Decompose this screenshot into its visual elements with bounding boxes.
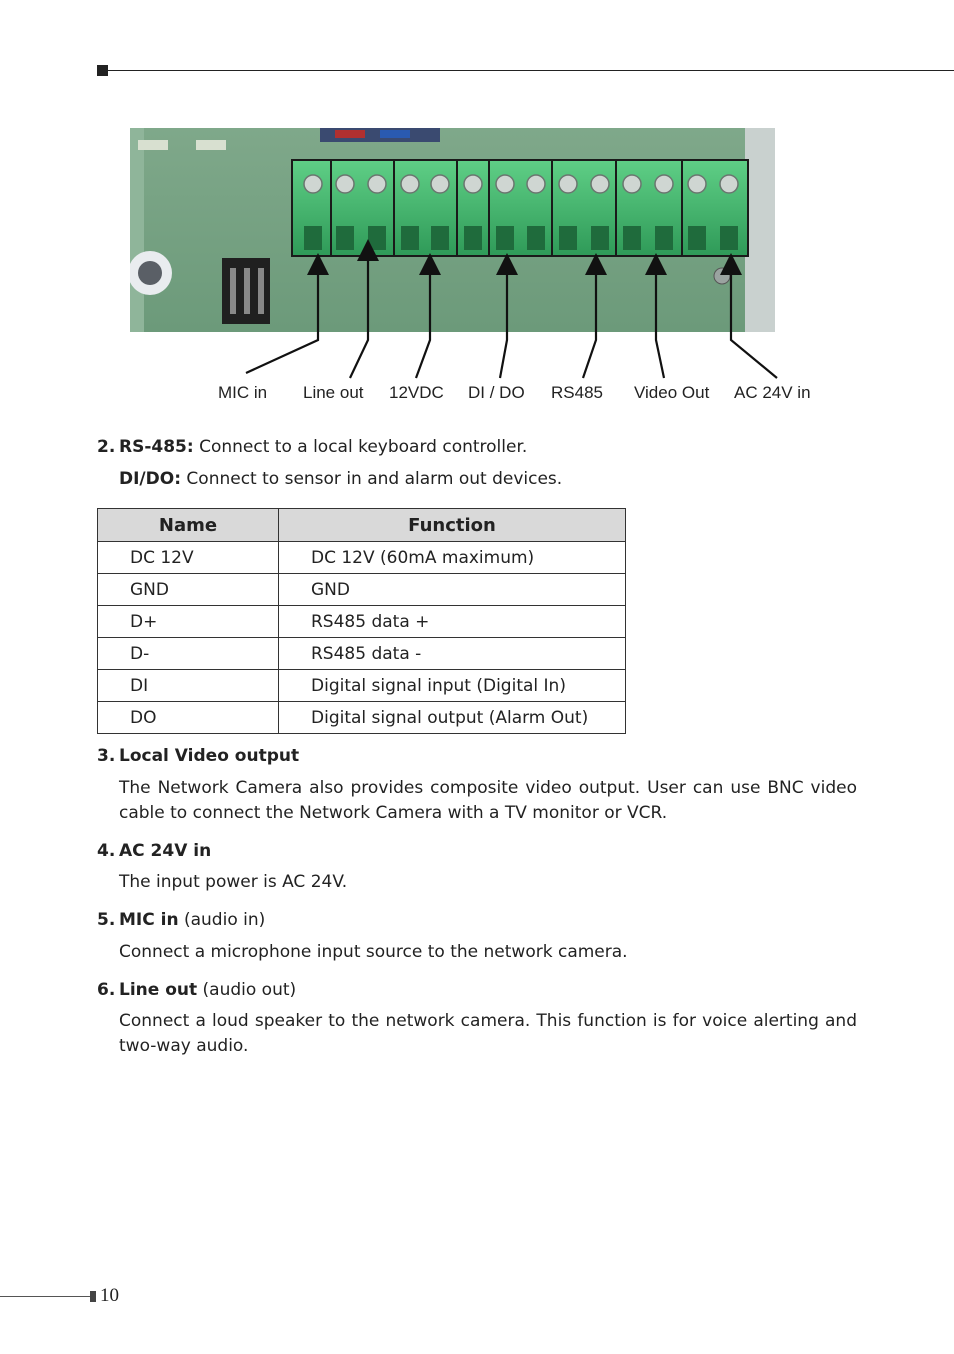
table-cell-name: DI — [98, 670, 279, 702]
callout-mic-in: MIC in — [218, 383, 268, 402]
page-number: 10 — [100, 1285, 119, 1306]
table-row — [98, 574, 626, 606]
footer-marker — [90, 1291, 96, 1302]
column-header-function: Function — [279, 509, 626, 542]
callout-video-out: Video Out — [634, 383, 710, 402]
dido-description: Connect to sensor in and alarm out devices. — [181, 469, 563, 489]
item-4-text: The input power is AC 24V. — [119, 872, 348, 892]
item-2-rs485 — [97, 435, 527, 460]
table-cell-function: Digital signal input (Digital In) — [279, 670, 626, 702]
item-number: 4. — [97, 841, 116, 861]
table-cell-function: Digital signal output (Alarm Out) — [279, 702, 626, 734]
item-5-heading — [97, 908, 265, 933]
rs485-term: RS-485: — [119, 437, 194, 457]
item-3-heading — [97, 744, 299, 769]
table-row — [98, 542, 626, 574]
table-cell-name: GND — [98, 574, 279, 606]
item-5-suffix: (audio in) — [178, 910, 266, 930]
table-cell-function: DC 12V (60mA maximum) — [279, 542, 626, 574]
table-row — [98, 702, 626, 734]
callout-ac-24v-in: AC 24V in — [734, 383, 811, 402]
table-cell-name: D- — [98, 638, 279, 670]
callout-line-out: Line out — [303, 383, 364, 402]
item-6-heading — [97, 978, 296, 1003]
item-number: 2. — [97, 437, 116, 457]
item-5-title: MIC in — [119, 910, 179, 930]
item-4-heading — [97, 839, 211, 864]
table-cell-function: RS485 data - — [279, 638, 626, 670]
item-number: 5. — [97, 910, 116, 930]
item-number: 3. — [97, 746, 116, 766]
item-4-title: AC 24V in — [119, 841, 212, 861]
table-cell-name: DC 12V — [98, 542, 279, 574]
column-header-name: Name — [98, 509, 279, 542]
item-3-text: The Network Camera also provides composite video output. User can use BNC video cable to connect the Network Camera with a TV monitor or VCR. — [119, 778, 857, 823]
callout-di-do: DI / DO — [468, 383, 525, 402]
item-6-text: Connect a loud speaker to the network camera. This function is for voice alerting and two-way audio. — [119, 1011, 857, 1056]
item-number: 6. — [97, 980, 116, 1000]
dido-term: DI/DO: — [119, 469, 182, 489]
table-cell-name: DO — [98, 702, 279, 734]
item-3-title: Local Video output — [119, 746, 300, 766]
table-cell-function: GND — [279, 574, 626, 606]
item-2-dido — [119, 467, 857, 492]
table-row — [98, 606, 626, 638]
table-row — [98, 670, 626, 702]
item-6-suffix: (audio out) — [197, 980, 297, 1000]
pin-function-table — [97, 508, 626, 734]
table-header-row — [98, 509, 626, 542]
header-rule — [108, 70, 954, 71]
table-cell-function: RS485 data + — [279, 606, 626, 638]
footer-rule — [0, 1296, 90, 1297]
callout-12vdc: 12VDC — [389, 383, 444, 402]
item-6-title: Line out — [119, 980, 198, 1000]
table-row — [98, 638, 626, 670]
rs485-description: Connect to a local keyboard controller. — [193, 437, 528, 457]
connector-board-photo — [130, 128, 775, 332]
item-5-text: Connect a microphone input source to the network camera. — [119, 942, 628, 962]
header-marker — [97, 65, 108, 76]
callout-rs485: RS485 — [551, 383, 603, 402]
table-cell-name: D+ — [98, 606, 279, 638]
